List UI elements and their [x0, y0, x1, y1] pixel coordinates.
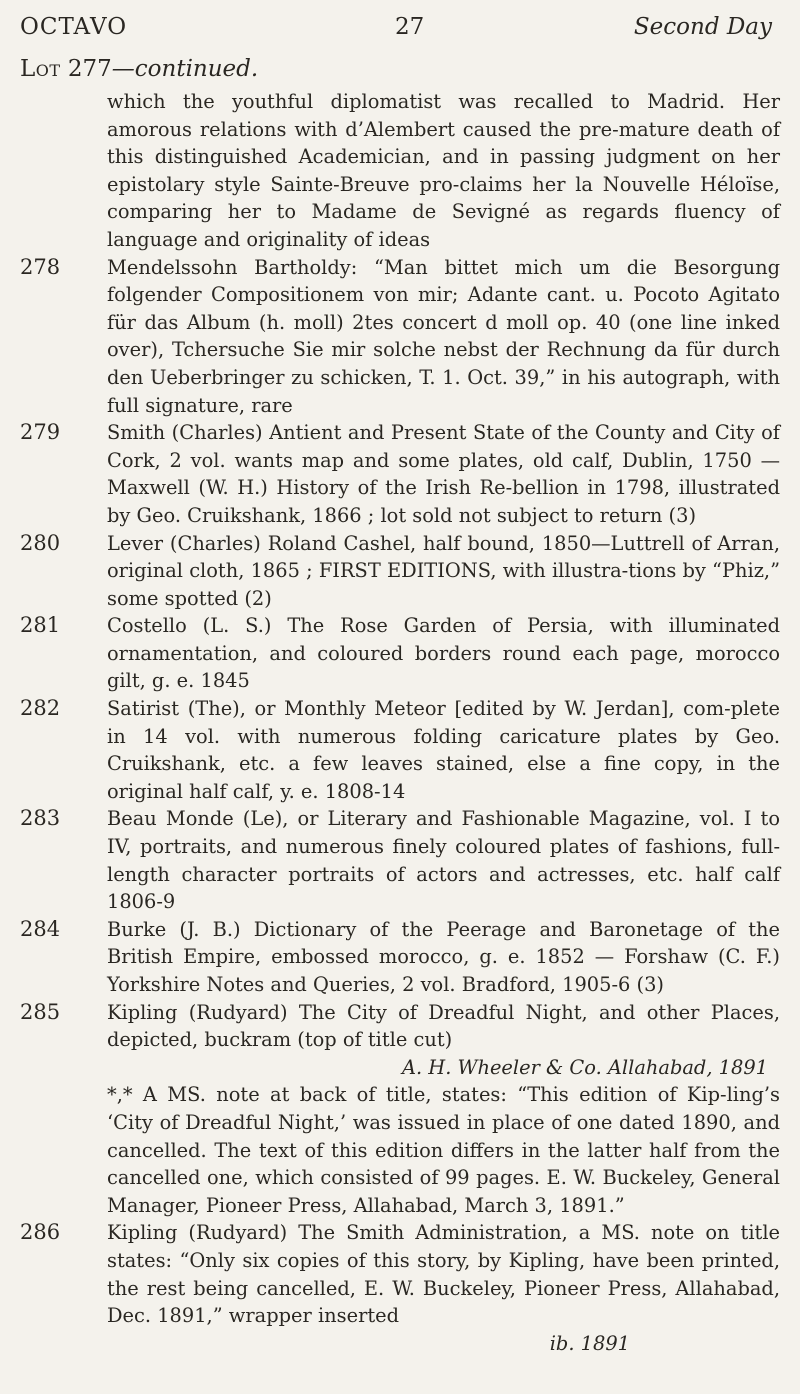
lot-number: 281	[20, 613, 61, 638]
lot-entry	[20, 695, 780, 805]
lot-entry	[20, 254, 780, 420]
lot-number: 286	[20, 1220, 61, 1245]
header-sale-day: Second Day	[633, 14, 772, 40]
lot-number: 280	[20, 530, 61, 555]
continuation-text: which the youthful diplomatist was recalled to Madrid. Her amorous relations with d’Alembert caused the pre-mature death of this distinguished Academician, and in passing judgment on her epistolary style Sainte-Breuve pro-claims her la Nouvelle Héloïse, comparing her to Madame de Sevigné as regards fluency of language and originality of ideas	[107, 90, 780, 251]
lot-number: 283	[20, 806, 61, 831]
lot-entry	[20, 419, 780, 529]
lot-description: Lever (Charles) Roland Cashel, half bound, 1850—Luttrell of Arran, original cloth, 1865 ; FIRST EDITIONS, with illustra-tions by “Phiz,” some spotted (2)	[107, 531, 780, 610]
lot-number: 282	[20, 696, 61, 721]
lot-imprint: ib. 1891	[549, 1331, 630, 1355]
lot-description: Burke (J. B.) Dictionary of the Peerage and Baronetage of the British Empire, embossed morocco, g. e. 1852 — Forshaw (C. F.) Yorkshire Notes and Queries, 2 vol. Bradford, 1905-6 (3)	[107, 917, 780, 996]
lot-continued: —continued.	[111, 56, 259, 82]
lot-entry	[20, 805, 780, 915]
lot-number: 285	[20, 999, 61, 1024]
lot-imprint: A. H. Wheeler & Co. Allahabad, 1891	[401, 1055, 768, 1079]
lot-number: 279	[20, 420, 61, 445]
lot-number: 284	[20, 916, 61, 941]
lot-description: Satirist (The), or Monthly Meteor [edited by W. Jerdan], com-plete in 14 vol. with numerous folding caricature plates by Geo. Cruikshank, etc. a few leaves stained, else a fine copy, in the original half calf, y. e. 1808-14	[107, 697, 780, 803]
lot-heading-number: 277	[67, 56, 112, 82]
lot-description: Kipling (Rudyard) The City of Dreadful Night, and other Places, depicted, buckram (top of title cut)	[107, 1000, 780, 1052]
page-number: 27	[395, 14, 425, 40]
lot-description: Costello (L. S.) The Rose Garden of Persia, with illuminated ornamentation, and coloured borders round each page, morocco gilt, g. e. 1845	[107, 614, 780, 693]
lot-description: Smith (Charles) Antient and Present State of the County and City of Cork, 2 vol. wants map and some plates, old calf, Dublin, 1750 — Maxwell (W. H.) History of the Irish Re-bellion in 1798, illustrated by Geo. Cruikshank, 1866 ; lot sold not subject to return (3)	[107, 421, 780, 527]
lot-description: Kipling (Rudyard) The Smith Administration, a MS. note on title states: “Only six copies of this story, by Kipling, have been printed, the rest being cancelled, E. W. Buckeley, Pioneer Press, Allahabad, Dec. 1891,” wrapper inserted	[107, 1221, 780, 1328]
lot-description: Beau Monde (Le), or Literary and Fashionable Magazine, vol. I to IV, portraits, and numerous finely coloured plates of fashions, full-length character portraits of actors and actresses, etc. half calf 1806-9	[107, 807, 780, 914]
lot-entry	[20, 530, 780, 613]
header-format: OCTAVO	[20, 14, 128, 40]
lot-heading	[20, 56, 258, 82]
lot-number: 278	[20, 254, 61, 279]
lot-list	[20, 88, 780, 1357]
lot-description: Mendelssohn Bartholdy: “Man bittet mich um die Besorgung folgender Compositionem von mir; Adante cant. u. Pocoto Agitato für das Album (h. moll) 2tes concert d moll op. 40 (one line inked over), Tchersuche Sie mir solche nebst der Rechnung da für durch den Ueberbringer zu schicken, T. 1. Oct. 39,” in his autograph, with full signature, rare	[107, 255, 780, 417]
lot-277-continuation	[20, 88, 780, 254]
lot-entry	[20, 612, 780, 695]
lot-note: *,* A MS. note at back of title, states: “This edition of Kip-ling’s ‘City of Dreadful Night,’ was issued in place of one dated 1890, and cancelled. The text of this edition differs in the latter half from the cancelled one, which consisted of 99 pages. E. W. Buckeley, General Manager, Pioneer Press, Allahabad, March 3, 1891.”	[107, 1083, 780, 1217]
running-header	[20, 14, 780, 44]
lot-label: Lot	[20, 56, 61, 82]
lot-entry	[20, 999, 780, 1082]
lot-entry	[20, 1219, 780, 1357]
lot-entry	[20, 916, 780, 999]
